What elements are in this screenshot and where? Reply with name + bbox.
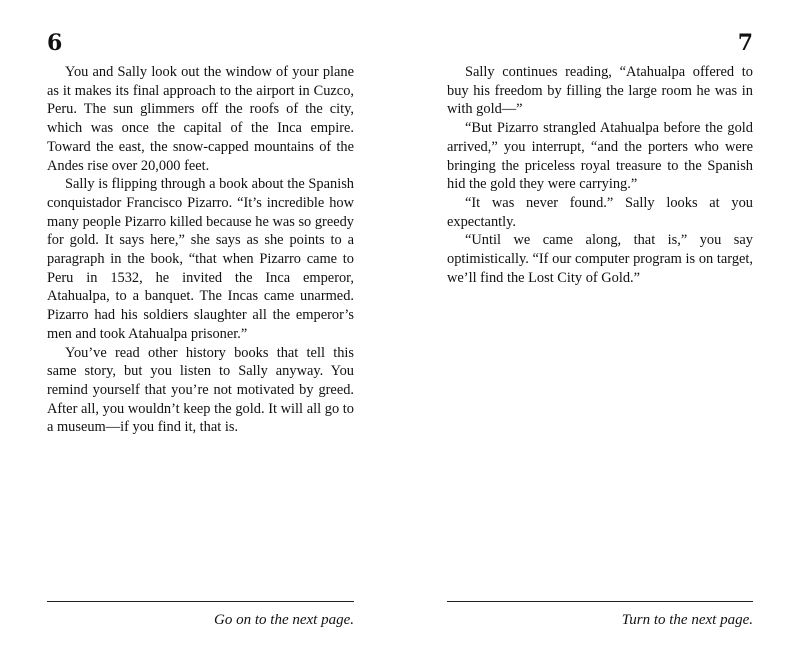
right-page-text [447,63,753,287]
paragraph: “Until we came along, that is,” you say optimistically. “If our computer program is on target, we’ll find the Lost City of Gold.” [447,232,753,286]
page-number-6: 6 [47,30,63,56]
paragraph: “It was never found.” Sally looks at you expectantly. [447,194,753,230]
footer-instruction: Turn to the next page. [621,612,753,628]
paragraph: Sally is flipping through a book about the Spanish conquistador Francisco Pizarro. “It’s incredible how many people Pizarro killed because he was so greedy for gold. It says here,” she says as she points to a paragraph in the book, “that when Pizarro came to Peru in 1532, he invited the Inca emperor, Atahualpa, to a banquet. The Incas came unarmed. Pizarro had his soldiers slaughter all the emperor’s men and took Atahualpa prisoner.” [47,176,354,342]
paragraph: Sally continues reading, “Atahualpa offered to buy his freedom by filling the large room he was in with gold—” [447,64,753,118]
left-page-text [47,63,354,437]
footer-instruction: Go on to the next page. [214,612,354,628]
page-number-7: 7 [737,30,753,56]
paragraph: You and Sally look out the window of your plane as it makes its final approach to the airport in Cuzco, Peru. The sun glimmers off the roofs of the city, which was once the capital of the Inca empire. Toward the east, the snow-capped mountains of the Andes rise over 20,000 feet. [47,64,354,174]
footer-divider [47,601,354,602]
right-page [447,0,753,657]
footer-divider [447,601,753,602]
paragraph: You’ve read other history books that tell this same story, but you listen to Sally anyway. You remind yourself that you’re not motivated by greed. After all, you wouldn’t keep the gold. It will all go to a museum—if you find it, that is. [47,344,354,436]
paragraph: “But Pizarro strangled Atahualpa before the gold arrived,” you interrupt, “and the porters who were bringing the priceless royal treasure to the Spanish hid the gold they were carrying.” [447,120,753,193]
left-page [47,0,354,657]
